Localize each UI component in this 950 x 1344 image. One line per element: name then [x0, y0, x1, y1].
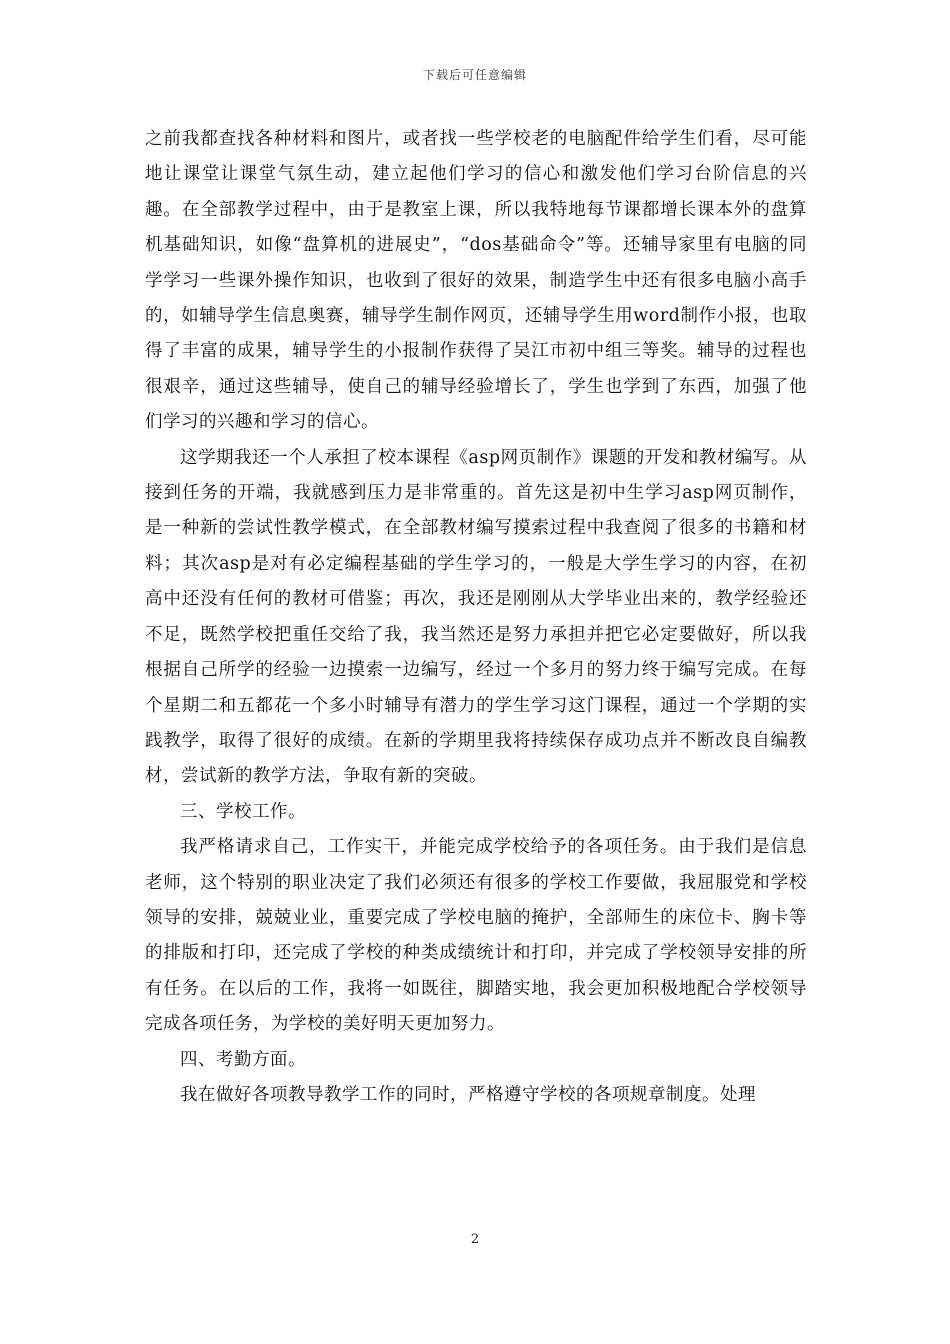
section-heading-attendance: 四、考勤方面。 — [180, 1049, 306, 1070]
page-header: 下载后可任意编辑 — [422, 68, 527, 82]
paragraph-school-work: 我严格请求自己，工作实干，并能完成学校给予的各项任务。由于我们是信息老师，这个特别的职业决定了我们必须还有很多的学校工作要做，我屈服党和学校领导的安排，兢兢业业，重要完成了学校电脑的掩护，全部师生的床位卡、胸卡等的排版和打印，还完成了学校的种类成绩统计和打印，并完成了学校领导安排的所有任务。在以后的工作，我将一如既往，脚踏实地，我会更加积极地配合学校领导完成各项任务，为学校的美好明天更加努力。 — [145, 837, 807, 1035]
paragraph-continuation: 之前我都查找各种材料和图片，或者找一些学校老的电脑配件给学生们看，尽可能地让课堂让课堂气氛生动，建立起他们学习的信心和激发他们学习台阶信息的兴趣。在全部教学过程中，由于是教室上课，所以我特地每节课都增长课本外的盘算机基础知识，如像“盘算机的进展史”，“dos基础命令”等。还辅导家里有电脑的同学学习一些课外操作知识，也收到了很好的效果，制造学生中还有很多电脑小高手的，如辅导学生信息奥赛，辅导学生制作网页，还辅导学生用word制作小报，也取得了丰富的成果，辅导学生的小报制作获得了吴江市初中组三等奖。辅导的过程也很艰辛，通过这些辅导，使自己的辅导经验增长了，学生也学到了东西，加强了他们学习的兴趣和学习的信心。 — [145, 129, 807, 433]
paragraph-attendance: 我在做好各项教导教学工作的同时，严格遵守学校的各项规章制度。处理 — [180, 1084, 756, 1105]
page-number: 2 — [470, 1232, 480, 1247]
document-body — [145, 122, 807, 1113]
section-heading-school-work: 三、学校工作。 — [180, 801, 306, 822]
paragraph-asp-course: 这学期我还一个人承担了校本课程《asp网页制作》课题的开发和教材编写。从接到任务的开端，我就感到压力是非常重的。首先这是初中生学习asp网页制作，是一种新的尝试性教学模式，在全部教材编写摸索过程中我查阅了很多的书籍和材料；其次asp是对有必定编程基础的学生学习的，一般是大学生学习的内容，在初高中还没有任何的教材可借鉴；再次，我还是刚刚从大学毕业出来的，教学经验还不足，既然学校把重任交给了我，我当然还是努力承担并把它必定要做好，所以我根据自己所学的经验一边摸索一边编写，经过一个多月的努力终于编写完成。在每个星期二和五都花一个多小时辅导有潜力的学生学习这门课程，通过一个学期的实践教学，取得了很好的成绩。在新的学期里我将持续保存成功点并不断改良自编教材，尝试新的教学方法，争取有新的突破。 — [145, 447, 807, 787]
